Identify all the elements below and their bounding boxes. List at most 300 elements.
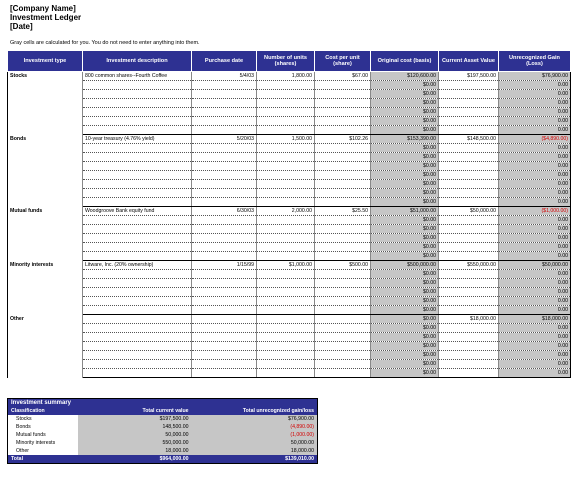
purchase-date-cell[interactable] bbox=[192, 126, 257, 135]
description-cell[interactable] bbox=[83, 225, 192, 234]
cost-per-unit-cell[interactable] bbox=[315, 117, 371, 126]
current-value-cell[interactable]: $18,000.00 bbox=[439, 315, 499, 324]
table-row bbox=[8, 171, 571, 180]
description-cell[interactable] bbox=[83, 342, 192, 351]
unrecognized-gain-cell: 0.00 bbox=[499, 252, 571, 261]
table-row bbox=[8, 324, 571, 333]
units-cell[interactable] bbox=[257, 117, 315, 126]
original-cost-cell: $0.00 bbox=[371, 369, 439, 378]
original-cost-cell: $0.00 bbox=[371, 225, 439, 234]
summary-classification: Other bbox=[16, 448, 29, 454]
units-cell[interactable] bbox=[257, 180, 315, 189]
units-cell[interactable] bbox=[257, 198, 315, 207]
description-cell[interactable]: 10-year treasury (4.76% yield) bbox=[83, 135, 192, 144]
description-cell[interactable] bbox=[83, 351, 192, 360]
summary-gain: 50,000.00 bbox=[192, 439, 318, 447]
units-cell[interactable]: 1,800.00 bbox=[257, 72, 315, 81]
cost-per-unit-cell[interactable] bbox=[315, 315, 371, 324]
unrecognized-gain-cell: 0.00 bbox=[499, 153, 571, 162]
cost-per-unit-cell[interactable] bbox=[315, 126, 371, 135]
summary-gain: 18,000.00 bbox=[192, 447, 318, 455]
current-value-cell[interactable] bbox=[439, 270, 499, 279]
units-cell[interactable] bbox=[257, 252, 315, 261]
purchase-date-cell[interactable] bbox=[192, 234, 257, 243]
current-value-cell[interactable] bbox=[439, 171, 499, 180]
description-cell[interactable]: Litware, Inc. (20% ownership) bbox=[83, 261, 192, 270]
summary-row bbox=[8, 423, 318, 431]
unrecognized-gain-cell: 0.00 bbox=[499, 198, 571, 207]
units-cell[interactable] bbox=[257, 108, 315, 117]
current-value-cell[interactable] bbox=[439, 99, 499, 108]
cost-per-unit-cell[interactable]: $102.26 bbox=[315, 135, 371, 144]
current-value-cell[interactable] bbox=[439, 180, 499, 189]
current-value-cell[interactable]: $550,000.00 bbox=[439, 261, 499, 270]
col-purchase-date: Purchase date bbox=[192, 51, 257, 72]
table-row bbox=[8, 180, 571, 189]
original-cost-cell: $0.00 bbox=[371, 117, 439, 126]
purchase-date-cell[interactable]: 1/15/99 bbox=[192, 261, 257, 270]
investment-type-cell[interactable]: Other bbox=[8, 315, 83, 378]
description-cell[interactable] bbox=[83, 297, 192, 306]
cost-per-unit-cell[interactable] bbox=[315, 171, 371, 180]
unrecognized-gain-cell: $76,900.00 bbox=[499, 72, 571, 81]
purchase-date-cell[interactable] bbox=[192, 189, 257, 198]
description-cell[interactable]: 800 common shares--Fourth Coffee bbox=[83, 72, 192, 81]
purchase-date-cell[interactable] bbox=[192, 144, 257, 153]
summary-value: 18,000.00 bbox=[78, 447, 192, 455]
units-cell[interactable] bbox=[257, 81, 315, 90]
purchase-date-cell[interactable] bbox=[192, 81, 257, 90]
table-row bbox=[8, 261, 571, 270]
summary-value: $197,500.00 bbox=[78, 415, 192, 423]
cost-per-unit-cell[interactable]: $67.00 bbox=[315, 72, 371, 81]
purchase-date-cell[interactable] bbox=[192, 171, 257, 180]
current-value-cell[interactable] bbox=[439, 324, 499, 333]
current-value-cell[interactable] bbox=[439, 279, 499, 288]
purchase-date-cell[interactable] bbox=[192, 297, 257, 306]
unrecognized-gain-cell: 0.00 bbox=[499, 162, 571, 171]
summary-col-gain: Total unrecognized gain/loss bbox=[192, 407, 318, 415]
units-cell[interactable] bbox=[257, 315, 315, 324]
table-row bbox=[8, 333, 571, 342]
description-cell[interactable] bbox=[83, 180, 192, 189]
units-cell[interactable] bbox=[257, 189, 315, 198]
cost-per-unit-cell[interactable] bbox=[315, 99, 371, 108]
cost-per-unit-cell[interactable] bbox=[315, 225, 371, 234]
original-cost-cell: $51,000.00 bbox=[371, 207, 439, 216]
col-cost-per-unit: Cost per unit (share) bbox=[315, 51, 371, 72]
table-row bbox=[8, 189, 571, 198]
current-value-cell[interactable] bbox=[439, 360, 499, 369]
investment-type-cell[interactable]: Stocks bbox=[8, 72, 83, 135]
description-cell[interactable] bbox=[83, 189, 192, 198]
original-cost-cell: $0.00 bbox=[371, 234, 439, 243]
units-cell[interactable] bbox=[257, 270, 315, 279]
purchase-date-cell[interactable] bbox=[192, 243, 257, 252]
original-cost-cell: $0.00 bbox=[371, 81, 439, 90]
description-cell[interactable] bbox=[83, 90, 192, 99]
table-row bbox=[8, 234, 571, 243]
unrecognized-gain-cell: 0.00 bbox=[499, 126, 571, 135]
table-row bbox=[8, 207, 571, 216]
table-row bbox=[8, 252, 571, 261]
unrecognized-gain-cell: 0.00 bbox=[499, 342, 571, 351]
original-cost-cell: $0.00 bbox=[371, 198, 439, 207]
description-cell[interactable] bbox=[83, 126, 192, 135]
description-cell[interactable] bbox=[83, 162, 192, 171]
description-cell[interactable] bbox=[83, 108, 192, 117]
unrecognized-gain-cell: ($1,000.00) bbox=[499, 207, 571, 216]
summary-body bbox=[8, 399, 318, 464]
units-cell[interactable] bbox=[257, 216, 315, 225]
unrecognized-gain-cell: 0.00 bbox=[499, 180, 571, 189]
original-cost-cell: $0.00 bbox=[371, 144, 439, 153]
cost-per-unit-cell[interactable] bbox=[315, 252, 371, 261]
units-cell[interactable] bbox=[257, 234, 315, 243]
unrecognized-gain-cell: 0.00 bbox=[499, 279, 571, 288]
unrecognized-gain-cell: 0.00 bbox=[499, 117, 571, 126]
unrecognized-gain-cell: $50,000.00 bbox=[499, 261, 571, 270]
units-cell[interactable] bbox=[257, 351, 315, 360]
current-value-cell[interactable] bbox=[439, 252, 499, 261]
cost-per-unit-cell[interactable] bbox=[315, 333, 371, 342]
purchase-date-cell[interactable] bbox=[192, 360, 257, 369]
description-cell[interactable] bbox=[83, 333, 192, 342]
ledger-body bbox=[8, 72, 571, 378]
table-row bbox=[8, 99, 571, 108]
col-current-asset-value: Current Asset Value bbox=[439, 51, 499, 72]
current-value-cell[interactable] bbox=[439, 342, 499, 351]
units-cell[interactable] bbox=[257, 369, 315, 378]
col-investment-type: Investment type bbox=[8, 51, 83, 72]
current-value-cell[interactable] bbox=[439, 162, 499, 171]
original-cost-cell: $0.00 bbox=[371, 99, 439, 108]
purchase-date-cell[interactable] bbox=[192, 153, 257, 162]
current-value-cell[interactable]: $50,000.00 bbox=[439, 207, 499, 216]
original-cost-cell: $0.00 bbox=[371, 108, 439, 117]
table-row bbox=[8, 288, 571, 297]
original-cost-cell: $0.00 bbox=[371, 351, 439, 360]
units-cell[interactable] bbox=[257, 279, 315, 288]
unrecognized-gain-cell: ($4,890.00) bbox=[499, 135, 571, 144]
purchase-date-cell[interactable] bbox=[192, 306, 257, 315]
current-value-cell[interactable] bbox=[439, 369, 499, 378]
current-value-cell[interactable]: $148,500.00 bbox=[439, 135, 499, 144]
summary-total-value: $964,000.00 bbox=[78, 455, 192, 464]
original-cost-cell: $0.00 bbox=[371, 324, 439, 333]
summary-row bbox=[8, 431, 318, 439]
units-cell[interactable] bbox=[257, 99, 315, 108]
current-value-cell[interactable] bbox=[439, 225, 499, 234]
original-cost-cell: $0.00 bbox=[371, 315, 439, 324]
table-row bbox=[8, 135, 571, 144]
summary-value: 148,500.00 bbox=[78, 423, 192, 431]
cost-per-unit-cell[interactable] bbox=[315, 144, 371, 153]
purchase-date-cell[interactable] bbox=[192, 324, 257, 333]
cost-per-unit-cell[interactable] bbox=[315, 306, 371, 315]
current-value-cell[interactable] bbox=[439, 108, 499, 117]
units-cell[interactable] bbox=[257, 324, 315, 333]
cost-per-unit-cell[interactable] bbox=[315, 90, 371, 99]
units-cell[interactable] bbox=[257, 297, 315, 306]
cost-per-unit-cell[interactable]: $500.00 bbox=[315, 261, 371, 270]
units-cell[interactable] bbox=[257, 171, 315, 180]
description-cell[interactable] bbox=[83, 279, 192, 288]
summary-value: 550,000.00 bbox=[78, 439, 192, 447]
purchase-date-cell[interactable] bbox=[192, 270, 257, 279]
table-row bbox=[8, 126, 571, 135]
description-cell[interactable]: Woodgroove Bank equity fund bbox=[83, 207, 192, 216]
summary-row bbox=[8, 415, 318, 423]
unrecognized-gain-cell: 0.00 bbox=[499, 369, 571, 378]
original-cost-cell: $0.00 bbox=[371, 171, 439, 180]
cost-per-unit-cell[interactable] bbox=[315, 162, 371, 171]
original-cost-cell: $120,600.00 bbox=[371, 72, 439, 81]
summary-total-row bbox=[8, 455, 318, 464]
units-cell[interactable] bbox=[257, 243, 315, 252]
current-value-cell[interactable] bbox=[439, 144, 499, 153]
summary-classification: Bonds bbox=[16, 424, 31, 430]
purchase-date-cell[interactable] bbox=[192, 117, 257, 126]
cost-per-unit-cell[interactable] bbox=[315, 342, 371, 351]
table-row bbox=[8, 117, 571, 126]
purchase-date-cell[interactable] bbox=[192, 252, 257, 261]
unrecognized-gain-cell: 0.00 bbox=[499, 90, 571, 99]
table-row bbox=[8, 270, 571, 279]
current-value-cell[interactable] bbox=[439, 126, 499, 135]
summary-col-classification: Classification bbox=[8, 407, 78, 415]
purchase-date-cell[interactable] bbox=[192, 342, 257, 351]
cost-per-unit-cell[interactable] bbox=[315, 270, 371, 279]
current-value-cell[interactable] bbox=[439, 216, 499, 225]
units-cell[interactable] bbox=[257, 162, 315, 171]
ledger-header-row bbox=[8, 51, 571, 72]
description-cell[interactable] bbox=[83, 234, 192, 243]
original-cost-cell: $0.00 bbox=[371, 288, 439, 297]
purchase-date-cell[interactable]: 5/4/03 bbox=[192, 72, 257, 81]
col-original-cost: Original cost (basis) bbox=[371, 51, 439, 72]
col-investment-description: Investment description bbox=[83, 51, 192, 72]
original-cost-cell: $0.00 bbox=[371, 270, 439, 279]
unrecognized-gain-cell: 0.00 bbox=[499, 297, 571, 306]
cost-per-unit-cell[interactable] bbox=[315, 351, 371, 360]
current-value-cell[interactable] bbox=[439, 153, 499, 162]
summary-title: Investment summary bbox=[8, 399, 318, 408]
investment-type-cell[interactable]: Minority interests bbox=[8, 261, 83, 315]
original-cost-cell: $0.00 bbox=[371, 306, 439, 315]
current-value-cell[interactable] bbox=[439, 288, 499, 297]
current-value-cell[interactable] bbox=[439, 234, 499, 243]
description-cell[interactable] bbox=[83, 369, 192, 378]
unrecognized-gain-cell: 0.00 bbox=[499, 351, 571, 360]
current-value-cell[interactable] bbox=[439, 117, 499, 126]
investment-type-cell[interactable]: Bonds bbox=[8, 135, 83, 207]
purchase-date-cell[interactable] bbox=[192, 198, 257, 207]
description-cell[interactable] bbox=[83, 171, 192, 180]
table-row bbox=[8, 81, 571, 90]
table-row bbox=[8, 306, 571, 315]
description-cell[interactable] bbox=[83, 306, 192, 315]
units-cell[interactable] bbox=[257, 306, 315, 315]
description-cell[interactable] bbox=[83, 216, 192, 225]
description-cell[interactable] bbox=[83, 81, 192, 90]
sheet-title: Investment Ledger bbox=[10, 13, 82, 22]
purchase-date-cell[interactable] bbox=[192, 351, 257, 360]
unrecognized-gain-cell: 0.00 bbox=[499, 333, 571, 342]
purchase-date-cell[interactable]: 6/30/03 bbox=[192, 207, 257, 216]
unrecognized-gain-cell: 0.00 bbox=[499, 81, 571, 90]
unrecognized-gain-cell: 0.00 bbox=[499, 144, 571, 153]
description-cell[interactable] bbox=[83, 315, 192, 324]
description-cell[interactable] bbox=[83, 243, 192, 252]
purchase-date-cell[interactable] bbox=[192, 369, 257, 378]
unrecognized-gain-cell: 0.00 bbox=[499, 216, 571, 225]
units-cell[interactable] bbox=[257, 342, 315, 351]
original-cost-cell: $0.00 bbox=[371, 252, 439, 261]
units-cell[interactable] bbox=[257, 360, 315, 369]
description-cell[interactable] bbox=[83, 117, 192, 126]
table-row bbox=[8, 153, 571, 162]
original-cost-cell: $0.00 bbox=[371, 342, 439, 351]
unrecognized-gain-cell: 0.00 bbox=[499, 270, 571, 279]
current-value-cell[interactable] bbox=[439, 297, 499, 306]
summary-value: 50,000.00 bbox=[78, 431, 192, 439]
current-value-cell[interactable] bbox=[439, 333, 499, 342]
units-cell[interactable] bbox=[257, 90, 315, 99]
cost-per-unit-cell[interactable] bbox=[315, 180, 371, 189]
current-value-cell[interactable] bbox=[439, 243, 499, 252]
cost-per-unit-cell[interactable] bbox=[315, 297, 371, 306]
units-cell[interactable] bbox=[257, 144, 315, 153]
purchase-date-cell[interactable] bbox=[192, 216, 257, 225]
table-row bbox=[8, 90, 571, 99]
investment-summary-table bbox=[7, 398, 318, 464]
units-cell[interactable]: 1,500.00 bbox=[257, 135, 315, 144]
cost-per-unit-cell[interactable] bbox=[315, 360, 371, 369]
purchase-date-cell[interactable] bbox=[192, 162, 257, 171]
unrecognized-gain-cell: 0.00 bbox=[499, 324, 571, 333]
original-cost-cell: $0.00 bbox=[371, 360, 439, 369]
description-cell[interactable] bbox=[83, 288, 192, 297]
cost-per-unit-cell[interactable] bbox=[315, 108, 371, 117]
units-cell[interactable] bbox=[257, 225, 315, 234]
units-cell[interactable] bbox=[257, 126, 315, 135]
unrecognized-gain-cell: $18,000.00 bbox=[499, 315, 571, 324]
cost-per-unit-cell[interactable] bbox=[315, 279, 371, 288]
current-value-cell[interactable] bbox=[439, 306, 499, 315]
original-cost-cell: $0.00 bbox=[371, 153, 439, 162]
purchase-date-cell[interactable] bbox=[192, 333, 257, 342]
description-cell[interactable] bbox=[83, 324, 192, 333]
purchase-date-cell[interactable] bbox=[192, 180, 257, 189]
purchase-date-cell[interactable] bbox=[192, 99, 257, 108]
description-cell[interactable] bbox=[83, 99, 192, 108]
cost-per-unit-cell[interactable] bbox=[315, 243, 371, 252]
summary-col-value: Total current value bbox=[78, 407, 192, 415]
original-cost-cell: $0.00 bbox=[371, 279, 439, 288]
col-number-of-units: Number of units (shares) bbox=[257, 51, 315, 72]
original-cost-cell: $0.00 bbox=[371, 126, 439, 135]
purchase-date-cell[interactable] bbox=[192, 108, 257, 117]
table-row bbox=[8, 360, 571, 369]
unrecognized-gain-cell: 0.00 bbox=[499, 225, 571, 234]
cost-per-unit-cell[interactable] bbox=[315, 189, 371, 198]
purchase-date-cell[interactable] bbox=[192, 225, 257, 234]
original-cost-cell: $500,000.00 bbox=[371, 261, 439, 270]
summary-row bbox=[8, 447, 318, 455]
current-value-cell[interactable] bbox=[439, 81, 499, 90]
cost-per-unit-cell[interactable] bbox=[315, 153, 371, 162]
summary-classification: Stocks bbox=[16, 416, 32, 422]
description-cell[interactable] bbox=[83, 270, 192, 279]
cost-per-unit-cell[interactable] bbox=[315, 216, 371, 225]
summary-gain: (1,000.00) bbox=[192, 431, 318, 439]
cost-per-unit-cell[interactable] bbox=[315, 198, 371, 207]
table-row bbox=[8, 315, 571, 324]
summary-total-gain: $139,010.00 bbox=[192, 455, 318, 464]
unrecognized-gain-cell: 0.00 bbox=[499, 288, 571, 297]
units-cell[interactable]: $1,000.00 bbox=[257, 261, 315, 270]
current-value-cell[interactable] bbox=[439, 189, 499, 198]
original-cost-cell: $0.00 bbox=[371, 297, 439, 306]
current-value-cell[interactable]: $197,500.00 bbox=[439, 72, 499, 81]
unrecognized-gain-cell: 0.00 bbox=[499, 234, 571, 243]
cost-per-unit-cell[interactable] bbox=[315, 324, 371, 333]
units-cell[interactable] bbox=[257, 333, 315, 342]
units-cell[interactable] bbox=[257, 153, 315, 162]
cost-per-unit-cell[interactable]: $25.50 bbox=[315, 207, 371, 216]
purchase-date-cell[interactable] bbox=[192, 90, 257, 99]
current-value-cell[interactable] bbox=[439, 198, 499, 207]
purchase-date-cell[interactable] bbox=[192, 315, 257, 324]
cost-per-unit-cell[interactable] bbox=[315, 234, 371, 243]
company-name: [Company Name] bbox=[10, 4, 76, 13]
cost-per-unit-cell[interactable] bbox=[315, 369, 371, 378]
investment-type-cell[interactable]: Mutual funds bbox=[8, 207, 83, 261]
investment-ledger-table bbox=[7, 50, 571, 378]
summary-classification: Minority interests bbox=[16, 440, 56, 446]
current-value-cell[interactable] bbox=[439, 90, 499, 99]
purchase-date-cell[interactable]: 5/20/03 bbox=[192, 135, 257, 144]
description-cell[interactable] bbox=[83, 252, 192, 261]
current-value-cell[interactable] bbox=[439, 351, 499, 360]
summary-classification: Mutual funds bbox=[16, 432, 46, 438]
description-cell[interactable] bbox=[83, 198, 192, 207]
description-cell[interactable] bbox=[83, 360, 192, 369]
table-row bbox=[8, 351, 571, 360]
cost-per-unit-cell[interactable] bbox=[315, 288, 371, 297]
table-row bbox=[8, 162, 571, 171]
units-cell[interactable]: 2,000.00 bbox=[257, 207, 315, 216]
table-row bbox=[8, 297, 571, 306]
cost-per-unit-cell[interactable] bbox=[315, 81, 371, 90]
original-cost-cell: $153,390.00 bbox=[371, 135, 439, 144]
table-row bbox=[8, 108, 571, 117]
table-row bbox=[8, 369, 571, 378]
table-row bbox=[8, 144, 571, 153]
description-cell[interactable] bbox=[83, 144, 192, 153]
unrecognized-gain-cell: 0.00 bbox=[499, 171, 571, 180]
table-row bbox=[8, 279, 571, 288]
purchase-date-cell[interactable] bbox=[192, 279, 257, 288]
table-row bbox=[8, 225, 571, 234]
summary-row bbox=[8, 439, 318, 447]
units-cell[interactable] bbox=[257, 288, 315, 297]
description-cell[interactable] bbox=[83, 153, 192, 162]
purchase-date-cell[interactable] bbox=[192, 288, 257, 297]
summary-total-label: Total bbox=[8, 455, 78, 464]
unrecognized-gain-cell: 0.00 bbox=[499, 99, 571, 108]
